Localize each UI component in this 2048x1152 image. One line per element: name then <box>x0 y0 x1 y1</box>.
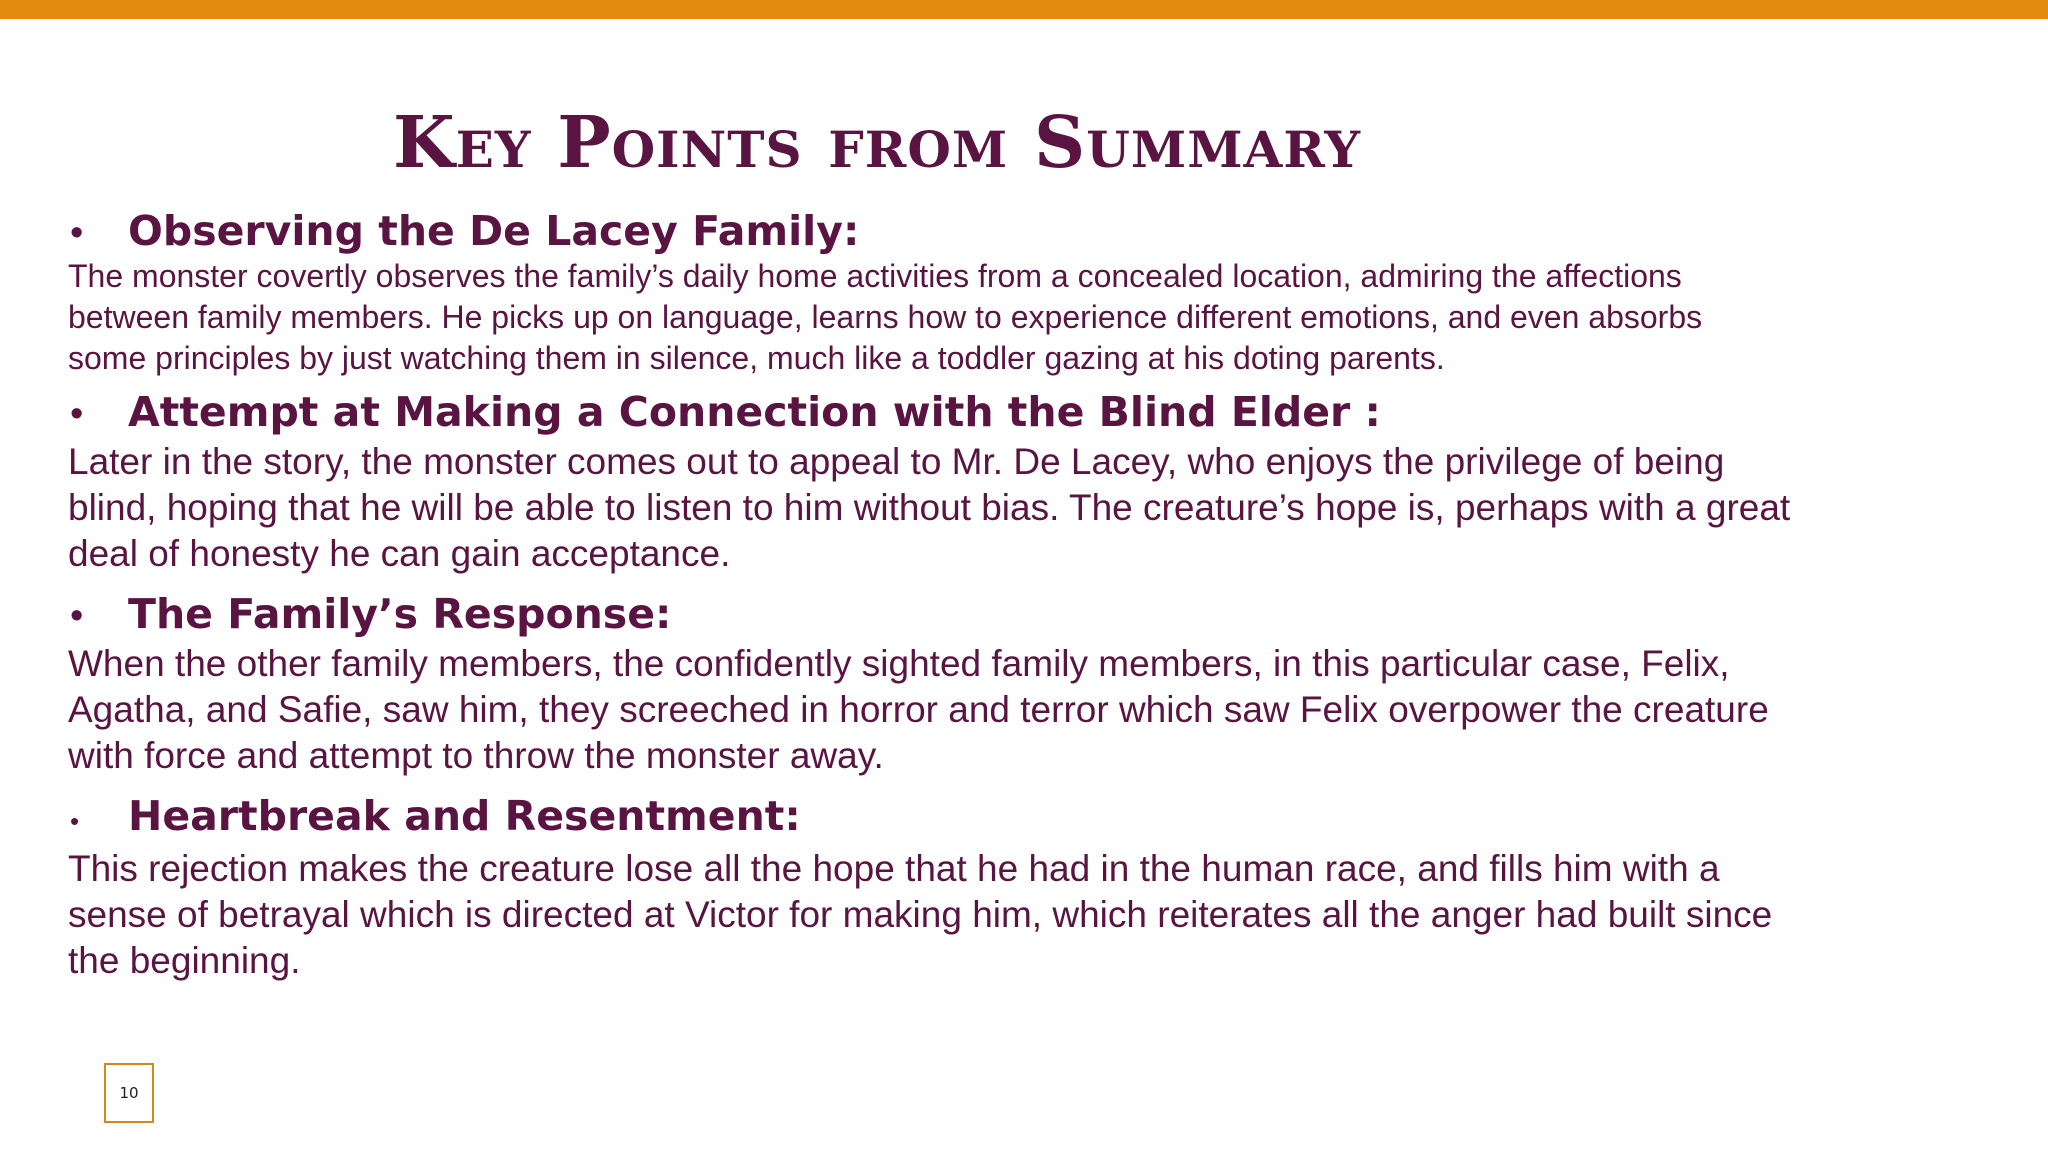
page-number-box <box>104 1063 154 1123</box>
section-attempt <box>68 387 1968 577</box>
body-line: some principles by just watching them in silence, much like a toddler gazing at his doting parents. <box>68 340 1445 376</box>
page-number: 10 <box>119 1084 139 1102</box>
section-heartbreak <box>68 791 1968 984</box>
bullet-icon: • <box>70 806 80 836</box>
bullet-icon: • <box>70 595 84 637</box>
section-body <box>68 256 1968 379</box>
section-heading-text: The Family’s Response: <box>128 590 672 638</box>
section-heading <box>68 589 1968 641</box>
body-line: The monster covertly observes the family’s daily home activities from a concealed location, admiring the affections <box>68 258 1682 294</box>
section-heading <box>68 387 1968 439</box>
section-response <box>68 589 1968 779</box>
section-body <box>68 846 1968 984</box>
section-heading-text: Heartbreak and Resentment: <box>128 792 801 840</box>
top-accent-bar <box>0 0 2048 19</box>
body-line: Agatha, and Safie, saw him, they screeched in horror and terror which saw Felix overpower the creature <box>68 689 1769 730</box>
slide-title: Key Points from Summary <box>393 100 1362 184</box>
body-line: deal of honesty he can gain acceptance. <box>68 533 731 574</box>
section-body <box>68 439 1968 577</box>
body-line: This rejection makes the creature lose all the hope that he had in the human race, and fills him with a <box>68 848 1720 889</box>
body-line: with force and attempt to throw the monster away. <box>68 735 884 776</box>
body-line: blind, hoping that he will be able to listen to him without bias. The creature’s hope is, perhaps with a great <box>68 487 1791 528</box>
bullet-icon: • <box>70 212 84 254</box>
body-line: Later in the story, the monster comes out to appeal to Mr. De Lacey, who enjoys the privilege of being <box>68 441 1725 482</box>
section-heading <box>68 791 1968 846</box>
section-heading-text: Attempt at Making a Connection with the Blind Elder : <box>128 388 1381 436</box>
bullet-icon: • <box>70 393 84 435</box>
section-observing <box>68 206 1968 379</box>
body-line: sense of betrayal which is directed at Victor for making him, which reiterates all the anger had built since <box>68 894 1773 935</box>
section-heading-text: Observing the De Lacey Family: <box>128 207 860 255</box>
section-heading <box>68 206 1968 258</box>
slide-content <box>68 206 1968 984</box>
body-line: between family members. He picks up on language, learns how to experience different emotions, and even absorbs <box>68 299 1703 335</box>
section-body <box>68 641 1968 779</box>
body-line: When the other family members, the confidently sighted family members, in this particular case, Felix, <box>68 643 1730 684</box>
body-line: the beginning. <box>68 940 301 981</box>
